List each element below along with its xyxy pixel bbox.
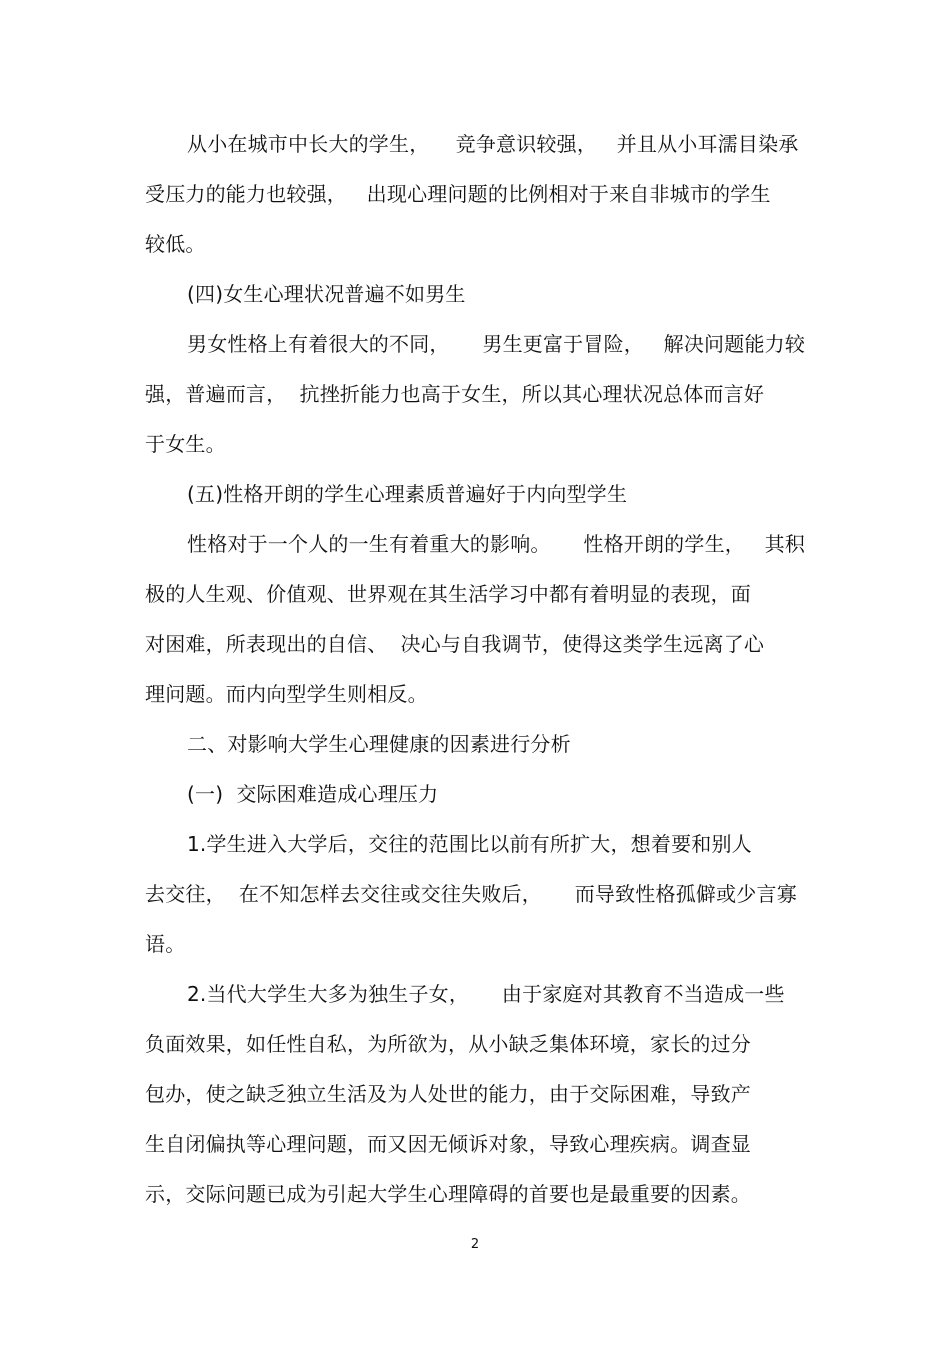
subsection-heading: (一) 交际困难造成心理压力 <box>187 782 439 806</box>
text-line: 包办，使之缺乏独立生活及为人处世的能力，由于交际困难，导致产 <box>145 1082 751 1106</box>
section-heading: 二、对影响大学生心理健康的因素进行分析 <box>187 732 571 756</box>
text-line: 从小在城市中长大的学生， 竞争意识较强， 并且从小耳濡目染承 <box>187 132 799 156</box>
text-line: 强，普遍而言， 抗挫折能力也高于女生，所以其心理状况总体而言好 <box>145 382 765 406</box>
text-line: 1.学生进入大学后，交往的范围比以前有所扩大，想着要和别人 <box>187 832 752 856</box>
text-line: 极的人生观、价值观、世界观在其生活学习中都有着明显的表现，面 <box>145 582 751 606</box>
text-line: 示，交际问题已成为引起大学生心理障碍的首要也是最重要的因素。 <box>145 1182 751 1206</box>
text-line: 性格对于一个人的一生有着重大的影响。 性格开朗的学生， 其积 <box>187 532 806 556</box>
section-heading: (四)女生心理状况普遍不如男生 <box>187 282 466 306</box>
text-line: 受压力的能力也较强， 出现心理问题的比例相对于来自非城市的学生 <box>145 182 771 206</box>
text-line: 生自闭偏执等心理问题，而又因无倾诉对象，导致心理疾病。调查显 <box>145 1132 751 1156</box>
page-number: 2 <box>470 1237 480 1252</box>
text-line: 理问题。而内向型学生则相反。 <box>145 682 428 706</box>
text-line: 去交往， 在不知怎样去交往或交往失败后， 而导致性格孤僻或少言寡 <box>145 882 797 906</box>
text-line: 语。 <box>145 932 186 956</box>
section-heading: (五)性格开朗的学生心理素质普遍好于内向型学生 <box>187 482 628 506</box>
text-line: 对困难，所表现出的自信、 决心与自我调节，使得这类学生远离了心 <box>145 632 765 656</box>
text-line: 于女生。 <box>145 432 226 456</box>
text-line: 男女性格上有着很大的不同， 男生更富于冒险， 解决问题能力较 <box>187 332 806 356</box>
text-line: 2.当代大学生大多为独生子女， 由于家庭对其教育不当造成一些 <box>187 982 785 1006</box>
text-line: 负面效果，如任性自私，为所欲为，从小缺乏集体环境，家长的过分 <box>145 1032 751 1056</box>
text-line: 较低。 <box>145 232 206 256</box>
